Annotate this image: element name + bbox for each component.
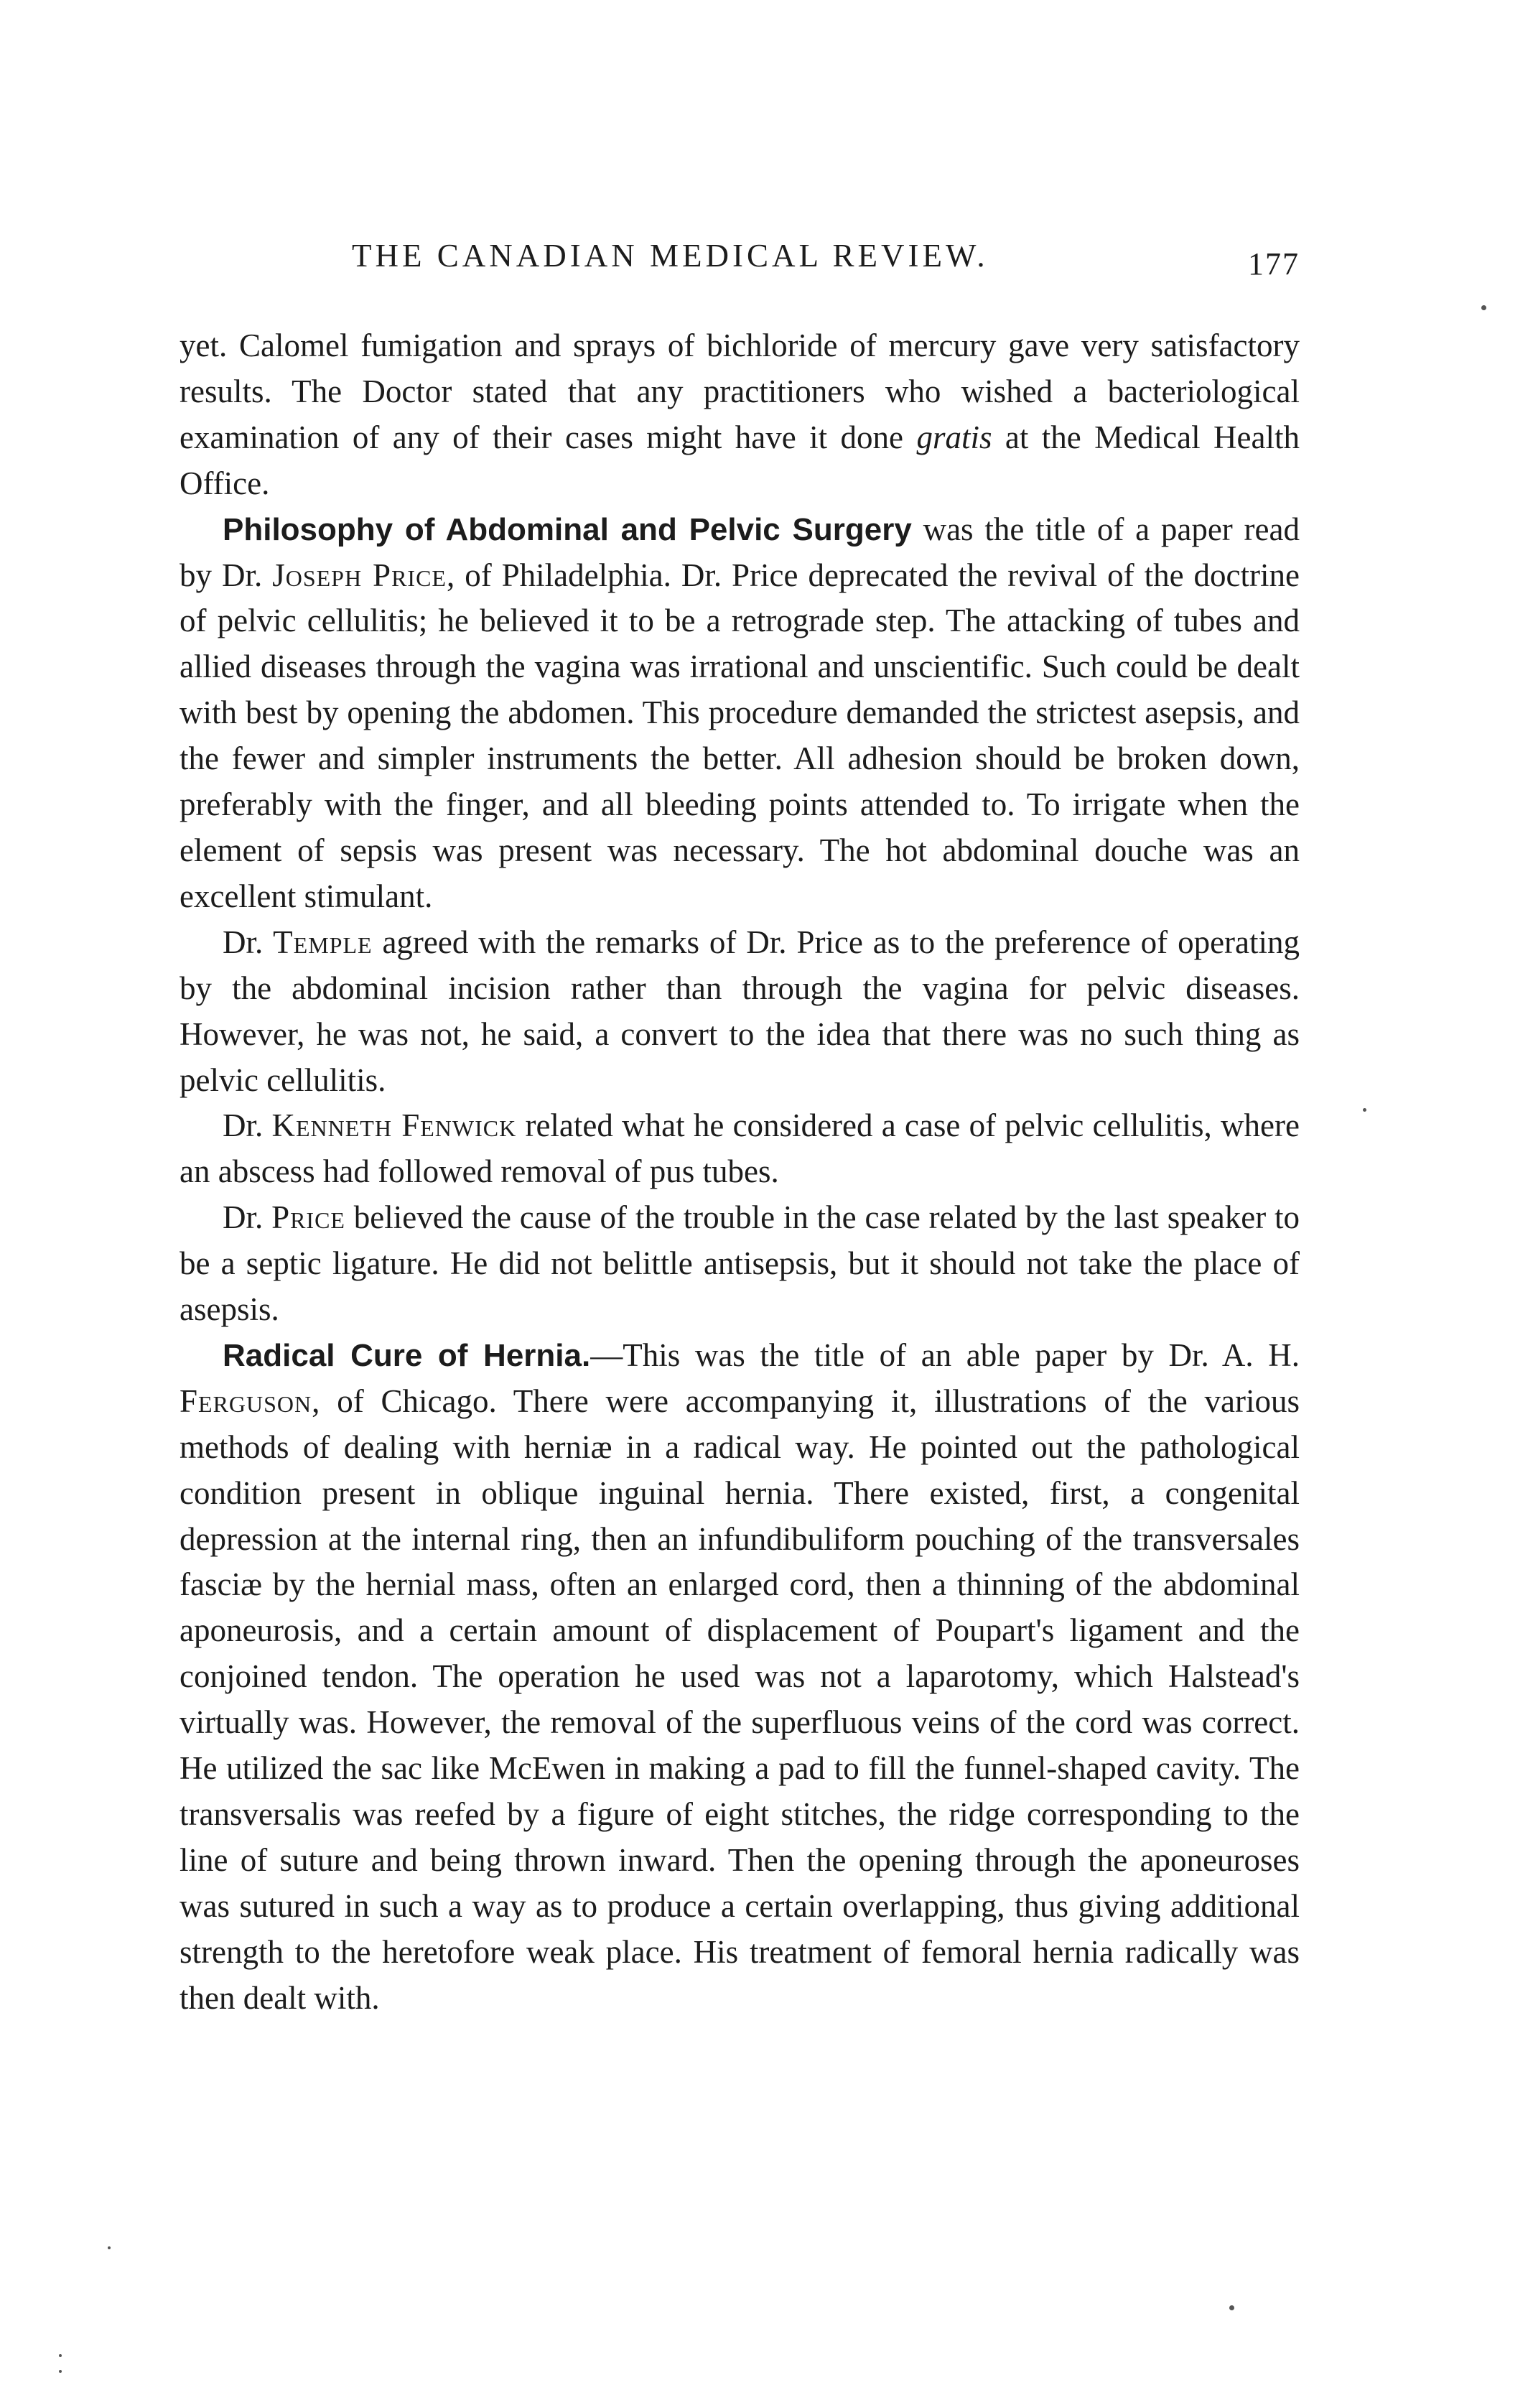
paragraph-text: was the title of a paper read by Dr.	[180, 511, 1300, 593]
paragraph-text: Dr.	[223, 1199, 272, 1236]
speaker-name: Price	[271, 1199, 345, 1236]
running-title: THE CANADIAN MEDICAL REVIEW.	[352, 238, 989, 274]
page-number: 177	[1248, 246, 1300, 282]
article-body	[180, 323, 1300, 2022]
scan-speck	[108, 2246, 111, 2249]
italic-term: gratis	[916, 419, 992, 455]
paragraph-text: believed the cause of the trouble in the case related by the last speaker to be a septic ligature. He did not belittle antisepsis, but it should not take the place of asepsis.	[180, 1199, 1300, 1328]
scan-speck	[1229, 2305, 1234, 2310]
paragraph-price-reply	[180, 1195, 1300, 1333]
paragraph-continued	[180, 323, 1300, 507]
scan-speck	[1481, 305, 1486, 310]
paragraph-abdominal-surgery	[180, 507, 1300, 920]
paragraph-fenwick	[180, 1103, 1300, 1195]
section-heading: Philosophy of Abdominal and Pelvic Surgery	[223, 511, 912, 547]
paragraph-text: related what he considered a case of pelvic cellulitis, where an abscess had followed removal of pus tubes.	[180, 1107, 1300, 1190]
paragraph-text: Dr.	[223, 1107, 272, 1144]
scan-speck	[59, 2370, 62, 2373]
section-heading: Radical Cure of Hernia.	[223, 1337, 591, 1373]
author-name: Joseph Price	[272, 557, 447, 593]
scan-speck	[59, 2354, 62, 2357]
speaker-name: Temple	[273, 924, 373, 960]
paragraph-text: agreed with the remarks of Dr. Price as to the preference of operating by the abdominal incision rather than through the vagina for pelvic diseases. However, he was not, he said, a convert to the idea that there was no such thing as pelvic cellulitis.	[180, 924, 1300, 1098]
paragraph-hernia	[180, 1333, 1300, 2022]
paragraph-text: , of Philadelphia. Dr. Price deprecated the revival of the doctrine of pelvic cellulitis; he believed it to be a retrograde step. The attacking of tubes and allied diseases through the vagina was irrational and unscientific. Such could be dealt with best by opening the abdomen. This procedure demanded the strictest asepsis, and the fewer and simpler instruments the better. All adhesion should be broken down, preferably with the finger, and all bleeding points attended to. To irrigate when the element of sepsis was present was necessary. The hot abdominal douche was an excellent stimulant.	[180, 557, 1300, 914]
paragraph-text: , of Chicago. There were accompanying it, illustrations of the various methods of dealing with herniæ in a radical way. He pointed out the pathological condition present in oblique inguinal hernia. There existed, first, a congenital depression at the internal ring, then an infundibuliform pouching of the transversales fasciæ by the hernial mass, often an enlarged cord, then a thinning of the abdominal aponeurosis, and a certain amount of displacement of Poupart's ligament and the conjoined tendon. The operation he used was not a laparotomy, which Halstead's virtually was. However, the removal of the superfluous veins of the cord was correct. He utilized the sac like McEwen in making a pad to fill the funnel-shaped cavity. The transversalis was reefed by a figure of eight stitches, the ridge corresponding to the line of suture and being thrown inward. Then the opening through the aponeuroses was sutured in such a way as to produce a certain overlapping, thus giving additional strength to the heretofore weak place. His treatment of femoral hernia radically was then dealt with.	[180, 1382, 1300, 2016]
scan-speck	[1363, 1108, 1366, 1112]
paragraph-text: at the Medical Health Office.	[180, 419, 1300, 501]
paragraph-text: yet. Calomel fumigation and sprays of bichloride of mercury gave very satisfactory results. The Doctor stated that any practitioners who wished a bacteriological examination of any of their cases might have it done	[180, 327, 1300, 455]
paragraph-temple	[180, 920, 1300, 1104]
speaker-name: Kenneth Fenwick	[271, 1107, 517, 1144]
author-name: Ferguson	[180, 1382, 312, 1419]
paragraph-text: —This was the title of an able paper by Dr. A. H.	[590, 1337, 1300, 1373]
paragraph-text: Dr.	[223, 924, 274, 960]
running-head	[180, 237, 1300, 294]
